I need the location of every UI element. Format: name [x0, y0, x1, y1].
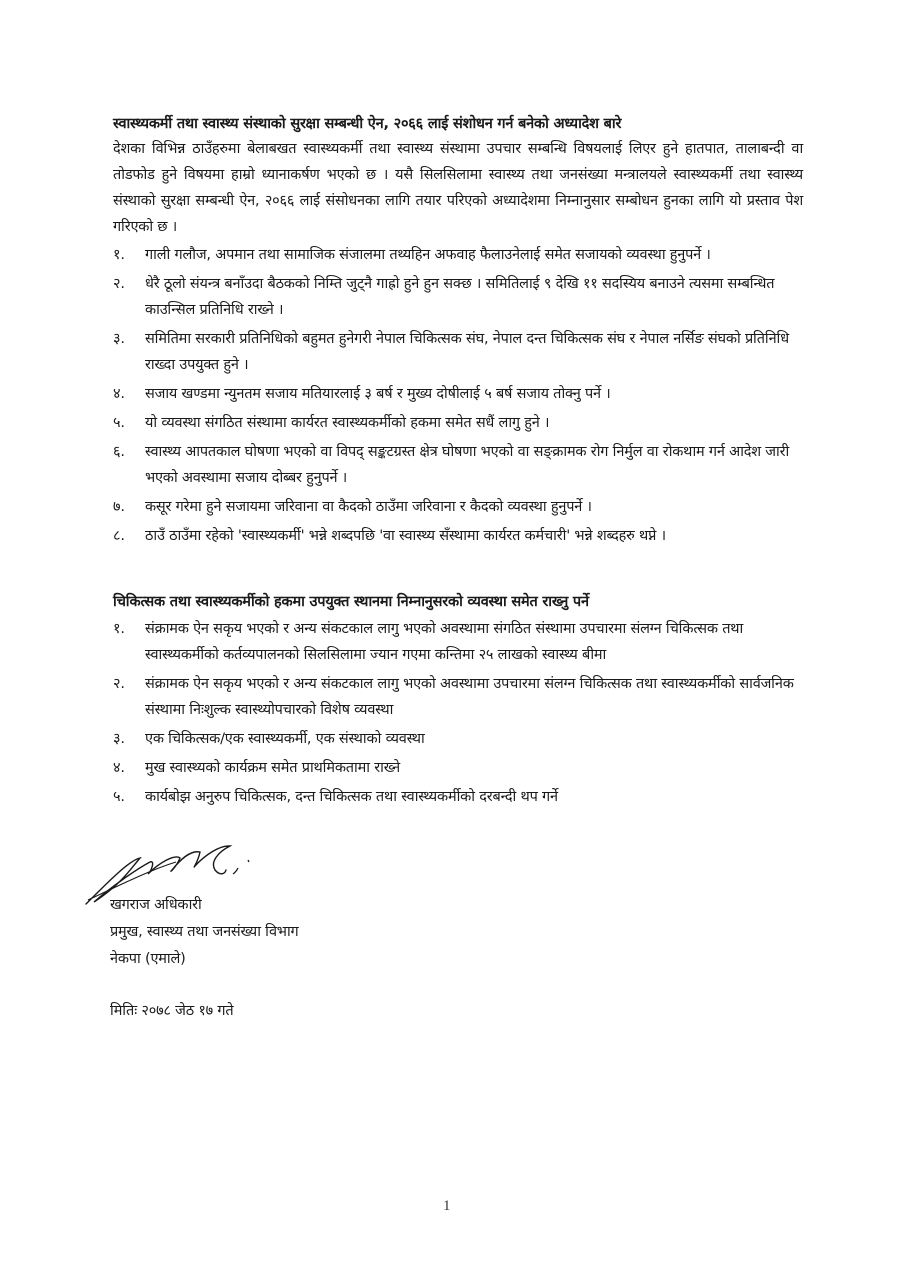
list-item	[113, 494, 803, 520]
list-item	[113, 755, 803, 781]
item-number: १.	[113, 621, 125, 637]
item-text: धेरै ठूलो संयन्त्र बनाँउदा बैठकको निम्ति जुट्नै गाह्रो हुने हुन सक्छ । समितिलाई ९ देखि ११ सदस्यिय बनाउने त्यसमा सम्बन्धित काउन्सिल प्रतिनिधि राख्ने ।	[145, 276, 775, 318]
item-text: एक चिकित्सक/एक स्वास्थ्यकर्मी, एक संस्थाको व्यवस्था	[145, 731, 425, 747]
item-number: २.	[113, 276, 125, 292]
item-text: कार्यबोझ अनुरुप चिकित्सक, दन्त चिकित्सक तथा स्वास्थ्यकर्मीको दरबन्दी थप गर्ने	[145, 789, 558, 805]
item-number: ३.	[113, 731, 125, 747]
section-heading: चिकित्सक तथा स्वास्थ्यकर्मीको हकमा उपयुक्त स्थानमा निम्नानुसरको व्यवस्था समेत राख्नु पर्ने	[113, 594, 589, 610]
list-item	[113, 726, 803, 752]
item-text: संक्रामक ऐन सकृय भएको र अन्य संकटकाल लागु भएको अवस्थामा उपचारमा संलग्न चिकित्सक तथा स्वास्थ्यकर्मीको सार्वजनिक संस्थामा निःशुल्क स्वास्थ्योपचारको विशेष व्यवस्था	[145, 676, 794, 718]
list-item	[113, 271, 803, 323]
item-number: ४.	[113, 760, 125, 776]
amendment-list	[113, 242, 803, 549]
item-text: यो व्यवस्था संगठित संस्थामा कार्यरत स्वास्थ्यकर्मीको हकमा समेत सधैं लागु हुने ।	[145, 415, 550, 431]
signatory-details	[110, 892, 299, 973]
item-number: ५.	[113, 415, 125, 431]
list-item	[113, 326, 803, 378]
section-health-worker-provisions	[113, 590, 803, 813]
item-text: गाली गलौज, अपमान तथा सामाजिक संजालमा तथ्यहिन अफवाह फैलाउनेलाई समेत सजायको व्यवस्था हुनुपर्ने ।	[145, 247, 711, 263]
item-number: १.	[113, 247, 125, 263]
signatory-title: प्रमुख, स्वास्थ्य तथा जनसंख्या विभाग	[110, 924, 299, 940]
signatory-name: खगराज अधिकारी	[110, 897, 202, 913]
list-item	[113, 671, 803, 723]
list-item	[113, 410, 803, 436]
list-item	[113, 439, 803, 491]
list-item	[113, 784, 803, 810]
list-item	[113, 616, 803, 668]
signatory-party: नेकपा (एमाले)	[110, 951, 186, 967]
item-number: ४.	[113, 386, 125, 402]
list-item	[113, 381, 803, 407]
item-text: मुख स्वास्थ्यको कार्यक्रम समेत प्राथमिकतामा राख्ने	[145, 760, 400, 776]
item-number: ५.	[113, 789, 125, 805]
provisions-list	[113, 616, 803, 810]
page-number: 1	[443, 1198, 451, 1214]
item-text: संक्रामक ऐन सकृय भएको र अन्य संकटकाल लागु भएको अवस्थामा संगठित संस्थामा उपचारमा संलग्न चिकित्सक तथा स्वास्थ्यकर्मीको कर्तव्यपालनको सिलसिलामा ज्यान गएमा कन्तिमा २५ लाखको स्वास्थ्य बीमा	[145, 621, 744, 663]
item-number: ६.	[113, 444, 125, 460]
item-number: ३.	[113, 331, 125, 347]
intro-paragraph: देशका विभिन्न ठाउँहरुमा बेलाबखत स्वास्थ्यकर्मी तथा स्वास्थ्य संस्थामा उपचार सम्बन्धि विषयलाई लिएर हुने हातपात, तालाबन्दी वा तोडफोड हुने विषयमा हाम्रो ध्यानाकर्षण भएको छ । यसै सिलसिलामा स्वास्थ्य तथा जनसंख्या मन्त्रालयले स्वास्थ्यकर्मी तथा स्वास्थ्य संस्थाको सुरक्षा सम्बन्धी ऐन, २०६६ लाई संसोधनका लागि तयार परिएको अध्यादेशमा निम्नानुसार सम्बोधन हुनका लागि यो प्रस्ताव पेश गरिएको छ ।	[113, 141, 803, 235]
list-item	[113, 242, 803, 268]
list-item	[113, 523, 803, 549]
section-ordinance-amendment	[113, 112, 803, 552]
document-date: मितिः २०७८ जेठ १७ गते	[110, 1003, 234, 1019]
item-text: कसूर गरेमा हुने सजायमा जरिवाना वा कैदको ठाउँमा जरिवाना र कैदको व्यवस्था हुनुपर्ने ।	[145, 499, 592, 515]
item-text: स्वास्थ्य आपतकाल घोषणा भएको वा विपद् सङ्कटग्रस्त क्षेत्र घोषणा भएको वा सङ्क्रामक रोग निर्मुल वा रोकथाम गर्न आदेश जारी भएको अवस्थामा सजाय दोब्बर हुनुपर्ने ।	[145, 444, 790, 486]
item-number: ७.	[113, 499, 125, 515]
item-text: सजाय खण्डमा न्युनतम सजाय मतियारलाई ३ बर्ष र मुख्य दोषीलाई ५ बर्ष सजाय तोक्नु पर्ने ।	[145, 386, 611, 402]
section-heading: स्वास्थ्यकर्मी तथा स्वास्थ्य संस्थाको सुरक्षा सम्बन्धी ऐन, २०६६ लाई संशोधन गर्न बनेको अध्यादेश बारे	[113, 116, 622, 132]
item-number: ८.	[113, 528, 125, 544]
item-text: ठाउँ ठाउँमा रहेको 'स्वास्थ्यकर्मी' भन्ने शब्दपछि 'वा स्वास्थ्य सँस्थामा कार्यरत कर्मचारी' भन्ने शब्दहरु थप्ने ।	[145, 528, 666, 544]
item-text: समितिमा सरकारी प्रतिनिधिको बहुमत हुनेगरी नेपाल चिकित्सक संघ, नेपाल दन्त चिकित्सक संघ र नेपाल नर्सिङ संघको प्रतिनिधि राख्दा उपयुक्त हुने ।	[145, 331, 789, 373]
item-number: २.	[113, 676, 125, 692]
